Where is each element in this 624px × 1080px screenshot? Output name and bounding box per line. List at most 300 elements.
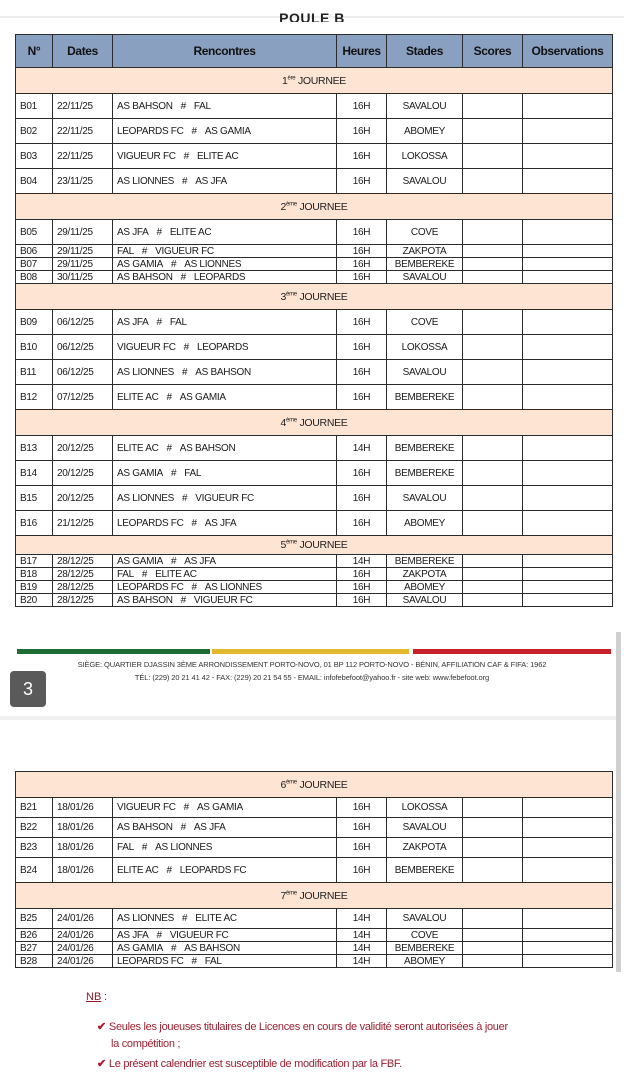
match-row xyxy=(16,511,613,536)
journee-ordinal-suffix: ème xyxy=(286,201,297,207)
match-score-cell xyxy=(463,271,523,284)
journee-number: 1 xyxy=(281,74,288,87)
footer-contact: TÉL: (229) 20 21 41 42 - FAX: (229) 20 21 54 55 - EMAIL: infofebefoot@yahoo.fr - site web: www.febefoot.org xyxy=(134,673,490,682)
versus-separator: # xyxy=(180,822,186,833)
match-date: 18/01/26 xyxy=(53,838,113,858)
journee-label: JOURNEE xyxy=(299,416,348,429)
match-observations-cell xyxy=(523,838,613,858)
match-teams xyxy=(113,798,337,818)
home-team: FAL xyxy=(117,842,134,853)
note-text: la compétition ; xyxy=(111,1038,181,1050)
home-team: AS LIONNES xyxy=(117,175,175,187)
match-number: B22 xyxy=(16,818,53,838)
match-number: B12 xyxy=(16,385,53,410)
match-stadium: SAVALOU xyxy=(387,271,463,284)
match-stadium: SAVALOU xyxy=(387,360,463,385)
versus-separator: # xyxy=(166,391,172,403)
match-date: 29/11/25 xyxy=(53,258,113,271)
match-teams xyxy=(113,929,337,942)
versus-separator: # xyxy=(141,842,148,853)
match-observations-cell xyxy=(523,271,613,284)
away-team: VIGUEUR FC xyxy=(193,594,253,606)
match-score-cell xyxy=(463,555,523,568)
match-date: 28/12/25 xyxy=(53,594,113,607)
match-number: B03 xyxy=(16,144,53,169)
home-team: AS GAMIA xyxy=(117,555,163,567)
match-teams xyxy=(113,818,337,838)
page-separator xyxy=(0,716,616,720)
note-text: Seules les joueuses titulaires de Licences en cours de validité seront autorisées à jouer xyxy=(108,1021,508,1033)
match-stadium: ABOMEY xyxy=(387,119,463,144)
match-number: B04 xyxy=(16,169,53,194)
match-date: 29/11/25 xyxy=(53,245,113,258)
match-time: 16H xyxy=(337,581,387,594)
versus-separator: # xyxy=(182,492,188,504)
journee-title xyxy=(16,536,613,555)
match-observations-cell xyxy=(523,511,613,536)
match-observations-cell xyxy=(523,594,613,607)
journee-ordinal-suffix: ème xyxy=(286,779,297,785)
match-date: 18/01/26 xyxy=(53,818,113,838)
check-icon: ✔ xyxy=(97,1058,106,1070)
match-row xyxy=(16,858,613,883)
journee-title xyxy=(16,772,613,798)
note-item xyxy=(97,1057,402,1070)
note-item xyxy=(97,1020,508,1033)
match-observations-cell xyxy=(523,929,613,942)
match-number: B06 xyxy=(16,245,53,258)
match-time: 16H xyxy=(337,858,387,883)
match-time: 16H xyxy=(337,119,387,144)
match-date: 29/11/25 xyxy=(53,220,113,245)
journee-number: 7 xyxy=(280,889,287,902)
match-time: 14H xyxy=(337,909,387,929)
match-number: B19 xyxy=(16,581,53,594)
versus-separator: # xyxy=(182,913,188,924)
flag-stripe-green xyxy=(17,649,210,654)
match-number: B21 xyxy=(16,798,53,818)
away-team: LEOPARDS FC xyxy=(179,864,247,876)
away-team: AS BAHSON xyxy=(195,366,251,378)
match-time: 16H xyxy=(337,245,387,258)
home-team: AS BAHSON xyxy=(117,271,173,283)
versus-separator: # xyxy=(156,929,162,941)
match-observations-cell xyxy=(523,581,613,594)
match-row xyxy=(16,169,613,194)
match-score-cell xyxy=(463,942,523,955)
match-number: B07 xyxy=(16,258,53,271)
match-observations-cell xyxy=(523,461,613,486)
journee-header-row xyxy=(16,410,613,436)
match-stadium: SAVALOU xyxy=(387,594,463,607)
match-row xyxy=(16,486,613,511)
away-team: LEOPARDS xyxy=(196,341,249,353)
match-score-cell xyxy=(463,858,523,883)
home-team: AS BAHSON xyxy=(117,594,173,606)
match-score-cell xyxy=(463,144,523,169)
match-time: 16H xyxy=(337,838,387,858)
schedule-table-page-2 xyxy=(15,771,613,968)
away-team: AS BAHSON xyxy=(179,442,236,454)
match-number: B01 xyxy=(16,94,53,119)
home-team: AS JFA xyxy=(117,226,149,238)
match-score-cell xyxy=(463,335,523,360)
match-row xyxy=(16,220,613,245)
journee-label: JOURNEE xyxy=(299,539,348,551)
journee-number: 6 xyxy=(280,778,287,791)
match-date: 20/12/25 xyxy=(53,486,113,511)
versus-separator: # xyxy=(180,100,186,112)
match-date: 24/01/26 xyxy=(53,955,113,968)
journee-number: 5 xyxy=(280,539,287,551)
match-score-cell xyxy=(463,798,523,818)
match-date: 18/01/26 xyxy=(53,858,113,883)
match-row xyxy=(16,818,613,838)
match-stadium: COVE xyxy=(387,220,463,245)
match-score-cell xyxy=(463,511,523,536)
journee-label: JOURNEE xyxy=(299,290,348,303)
match-number: B10 xyxy=(16,335,53,360)
match-teams xyxy=(113,955,337,968)
journee-title xyxy=(16,68,613,94)
match-time: 14H xyxy=(337,436,387,461)
match-score-cell xyxy=(463,838,523,858)
home-team: VIGUEUR FC xyxy=(117,802,176,813)
match-score-cell xyxy=(463,955,523,968)
journee-label: JOURNEE xyxy=(299,778,348,791)
versus-separator: # xyxy=(183,341,189,353)
match-teams xyxy=(113,271,337,284)
match-stadium: BEMBEREKE xyxy=(387,942,463,955)
journee-header-row xyxy=(16,284,613,310)
journee-ordinal-suffix: ème xyxy=(286,890,297,896)
match-stadium: LOKOSSA xyxy=(387,335,463,360)
match-row xyxy=(16,461,613,486)
match-stadium: COVE xyxy=(387,929,463,942)
versus-separator: # xyxy=(191,517,197,529)
away-team: AS LIONNES xyxy=(155,842,213,853)
match-observations-cell xyxy=(523,169,613,194)
match-score-cell xyxy=(463,119,523,144)
match-stadium: ZAKPOTA xyxy=(387,568,463,581)
match-stadium: ABOMEY xyxy=(387,511,463,536)
match-row xyxy=(16,310,613,335)
match-row xyxy=(16,360,613,385)
match-number: B08 xyxy=(16,271,53,284)
match-teams xyxy=(113,436,337,461)
match-number: B13 xyxy=(16,436,53,461)
match-stadium: BEMBEREKE xyxy=(387,461,463,486)
versus-separator: # xyxy=(191,581,197,593)
home-team: AS LIONNES xyxy=(117,492,175,504)
check-icon: ✔ xyxy=(97,1021,106,1033)
away-team: VIGUEUR FC xyxy=(195,492,254,504)
match-number: B11 xyxy=(16,360,53,385)
page-number-badge: 3 xyxy=(10,671,46,707)
home-team: AS LIONNES xyxy=(117,366,175,378)
away-team: FAL xyxy=(204,955,222,967)
match-date: 18/01/26 xyxy=(53,798,113,818)
match-time: 16H xyxy=(337,594,387,607)
versus-separator: # xyxy=(183,150,189,162)
away-team: AS GAMIA xyxy=(179,391,226,403)
match-teams xyxy=(113,942,337,955)
match-time: 16H xyxy=(337,385,387,410)
match-teams xyxy=(113,360,337,385)
versus-separator: # xyxy=(166,864,172,876)
match-observations-cell xyxy=(523,955,613,968)
match-teams xyxy=(113,169,337,194)
col-header-scores: Scores xyxy=(463,35,523,68)
match-row xyxy=(16,385,613,410)
match-time: 16H xyxy=(337,169,387,194)
match-score-cell xyxy=(463,818,523,838)
away-team: ELITE AC xyxy=(169,226,212,238)
match-number: B25 xyxy=(16,909,53,929)
match-date: 23/11/25 xyxy=(53,169,113,194)
match-time: 16H xyxy=(337,818,387,838)
match-time: 14H xyxy=(337,942,387,955)
versus-separator: # xyxy=(170,258,177,270)
match-row xyxy=(16,94,613,119)
versus-separator: # xyxy=(170,942,177,954)
match-time: 16H xyxy=(337,310,387,335)
versus-separator: # xyxy=(183,802,189,813)
match-date: 28/12/25 xyxy=(53,555,113,568)
away-team: ELITE AC xyxy=(155,568,197,580)
match-time: 16H xyxy=(337,461,387,486)
match-score-cell xyxy=(463,310,523,335)
match-observations-cell xyxy=(523,119,613,144)
match-number: B15 xyxy=(16,486,53,511)
versus-separator: # xyxy=(191,955,197,967)
match-score-cell xyxy=(463,461,523,486)
match-number: B16 xyxy=(16,511,53,536)
versus-separator: # xyxy=(182,366,188,378)
journee-title xyxy=(16,284,613,310)
match-stadium: SAVALOU xyxy=(387,486,463,511)
home-team: LEOPARDS FC xyxy=(117,517,184,529)
match-date: 06/12/25 xyxy=(53,360,113,385)
match-score-cell xyxy=(463,909,523,929)
match-time: 16H xyxy=(337,144,387,169)
journee-ordinal-suffix: ère xyxy=(287,75,296,81)
match-score-cell xyxy=(463,220,523,245)
home-team: FAL xyxy=(117,568,134,580)
match-row xyxy=(16,258,613,271)
schedule-table-page-1 xyxy=(15,34,613,607)
match-time: 16H xyxy=(337,360,387,385)
match-date: 20/12/25 xyxy=(53,461,113,486)
match-observations-cell xyxy=(523,568,613,581)
match-stadium: SAVALOU xyxy=(387,818,463,838)
match-teams xyxy=(113,258,337,271)
home-team: AS JFA xyxy=(117,316,149,328)
note-text: Le présent calendrier est susceptible de modification par la FBF. xyxy=(108,1058,402,1070)
match-row xyxy=(16,909,613,929)
match-score-cell xyxy=(463,568,523,581)
away-team: AS JFA xyxy=(204,517,237,529)
away-team: LEOPARDS xyxy=(193,271,246,283)
match-observations-cell xyxy=(523,798,613,818)
match-date: 28/12/25 xyxy=(53,581,113,594)
away-team: ELITE AC xyxy=(195,913,237,924)
match-stadium: LOKOSSA xyxy=(387,798,463,818)
home-team: AS GAMIA xyxy=(117,467,163,479)
match-observations-cell xyxy=(523,942,613,955)
match-stadium: SAVALOU xyxy=(387,94,463,119)
match-number: B28 xyxy=(16,955,53,968)
versus-separator: # xyxy=(141,568,148,580)
journee-number: 3 xyxy=(280,290,287,303)
match-date: 06/12/25 xyxy=(53,335,113,360)
match-stadium: LOKOSSA xyxy=(387,144,463,169)
match-stadium: ABOMEY xyxy=(387,955,463,968)
match-score-cell xyxy=(463,94,523,119)
match-score-cell xyxy=(463,360,523,385)
home-team: ELITE AC xyxy=(117,391,159,403)
match-stadium: COVE xyxy=(387,310,463,335)
match-time: 16H xyxy=(337,511,387,536)
note-item-continuation xyxy=(111,1038,180,1050)
journee-header-row xyxy=(16,772,613,798)
journee-label: JOURNEE xyxy=(297,74,347,87)
match-observations-cell xyxy=(523,909,613,929)
match-observations-cell xyxy=(523,94,613,119)
journee-number: 2 xyxy=(280,200,287,213)
match-stadium: BEMBEREKE xyxy=(387,555,463,568)
nb-label: NB xyxy=(86,991,102,1003)
away-team: AS GAMIA xyxy=(196,802,243,813)
match-date: 24/01/26 xyxy=(53,909,113,929)
match-time: 16H xyxy=(337,94,387,119)
match-row xyxy=(16,838,613,858)
match-number: B20 xyxy=(16,594,53,607)
versus-separator: # xyxy=(166,442,172,454)
match-score-cell xyxy=(463,258,523,271)
away-team: VIGUEUR FC xyxy=(169,929,229,941)
journee-number: 4 xyxy=(280,416,287,429)
home-team: ELITE AC xyxy=(117,442,159,454)
versus-separator: # xyxy=(180,271,186,283)
match-teams xyxy=(113,581,337,594)
match-teams xyxy=(113,858,337,883)
match-observations-cell xyxy=(523,144,613,169)
match-number: B14 xyxy=(16,461,53,486)
match-observations-cell xyxy=(523,220,613,245)
match-teams xyxy=(113,594,337,607)
home-team: LEOPARDS FC xyxy=(117,125,184,137)
col-header-no: N° xyxy=(16,35,53,68)
home-team: AS GAMIA xyxy=(117,942,163,954)
match-date: 21/12/25 xyxy=(53,511,113,536)
match-observations-cell xyxy=(523,335,613,360)
away-team: FAL xyxy=(184,467,202,479)
scrollbar[interactable] xyxy=(616,632,621,972)
home-team: ELITE AC xyxy=(117,864,159,876)
match-observations-cell xyxy=(523,486,613,511)
match-date: 06/12/25 xyxy=(53,310,113,335)
match-teams xyxy=(113,555,337,568)
match-date: 24/01/26 xyxy=(53,929,113,942)
away-team: VIGUEUR FC xyxy=(155,245,214,257)
match-time: 16H xyxy=(337,798,387,818)
match-observations-cell xyxy=(523,385,613,410)
match-score-cell xyxy=(463,436,523,461)
match-row xyxy=(16,245,613,258)
match-score-cell xyxy=(463,929,523,942)
match-observations-cell xyxy=(523,555,613,568)
home-team: AS GAMIA xyxy=(117,258,163,270)
away-team: ELITE AC xyxy=(196,150,239,162)
journee-ordinal-suffix: ème xyxy=(286,539,297,546)
versus-separator: # xyxy=(180,594,186,606)
match-teams xyxy=(113,909,337,929)
journee-header-row xyxy=(16,536,613,555)
away-team: AS JFA xyxy=(184,555,216,567)
versus-separator: # xyxy=(156,226,162,238)
match-stadium: BEMBEREKE xyxy=(387,258,463,271)
poule-title: POULE B xyxy=(279,10,345,22)
match-row xyxy=(16,594,613,607)
col-header-observations: Observations xyxy=(523,35,613,68)
match-teams xyxy=(113,245,337,258)
match-stadium: SAVALOU xyxy=(387,169,463,194)
match-time: 16H xyxy=(337,335,387,360)
match-observations-cell xyxy=(523,818,613,838)
match-teams xyxy=(113,568,337,581)
match-teams xyxy=(113,94,337,119)
match-stadium: ZAKPOTA xyxy=(387,838,463,858)
match-time: 14H xyxy=(337,955,387,968)
match-date: 20/12/25 xyxy=(53,436,113,461)
home-team: FAL xyxy=(117,245,134,257)
home-team: AS JFA xyxy=(117,929,149,941)
match-date: 22/11/25 xyxy=(53,119,113,144)
match-teams xyxy=(113,220,337,245)
match-number: B18 xyxy=(16,568,53,581)
home-team: LEOPARDS FC xyxy=(117,955,184,967)
match-stadium: BEMBEREKE xyxy=(387,858,463,883)
match-row xyxy=(16,929,613,942)
match-observations-cell xyxy=(523,310,613,335)
match-date: 22/11/25 xyxy=(53,144,113,169)
match-time: 16H xyxy=(337,271,387,284)
match-score-cell xyxy=(463,245,523,258)
match-observations-cell xyxy=(523,436,613,461)
match-date: 30/11/25 xyxy=(53,271,113,284)
journee-header-row xyxy=(16,68,613,94)
match-teams xyxy=(113,486,337,511)
flag-stripe-yellow xyxy=(212,649,409,654)
table-header-row xyxy=(16,35,613,68)
journee-label: JOURNEE xyxy=(299,200,348,213)
match-number: B26 xyxy=(16,929,53,942)
match-number: B27 xyxy=(16,942,53,955)
match-time: 14H xyxy=(337,929,387,942)
match-row xyxy=(16,271,613,284)
match-score-cell xyxy=(463,581,523,594)
journee-ordinal-suffix: ème xyxy=(286,291,297,297)
match-score-cell xyxy=(463,594,523,607)
match-observations-cell xyxy=(523,858,613,883)
away-team: AS JFA xyxy=(195,175,227,187)
match-observations-cell xyxy=(523,360,613,385)
away-team: FAL xyxy=(193,100,211,112)
match-time: 14H xyxy=(337,555,387,568)
away-team: AS LIONNES xyxy=(184,258,242,270)
match-teams xyxy=(113,144,337,169)
